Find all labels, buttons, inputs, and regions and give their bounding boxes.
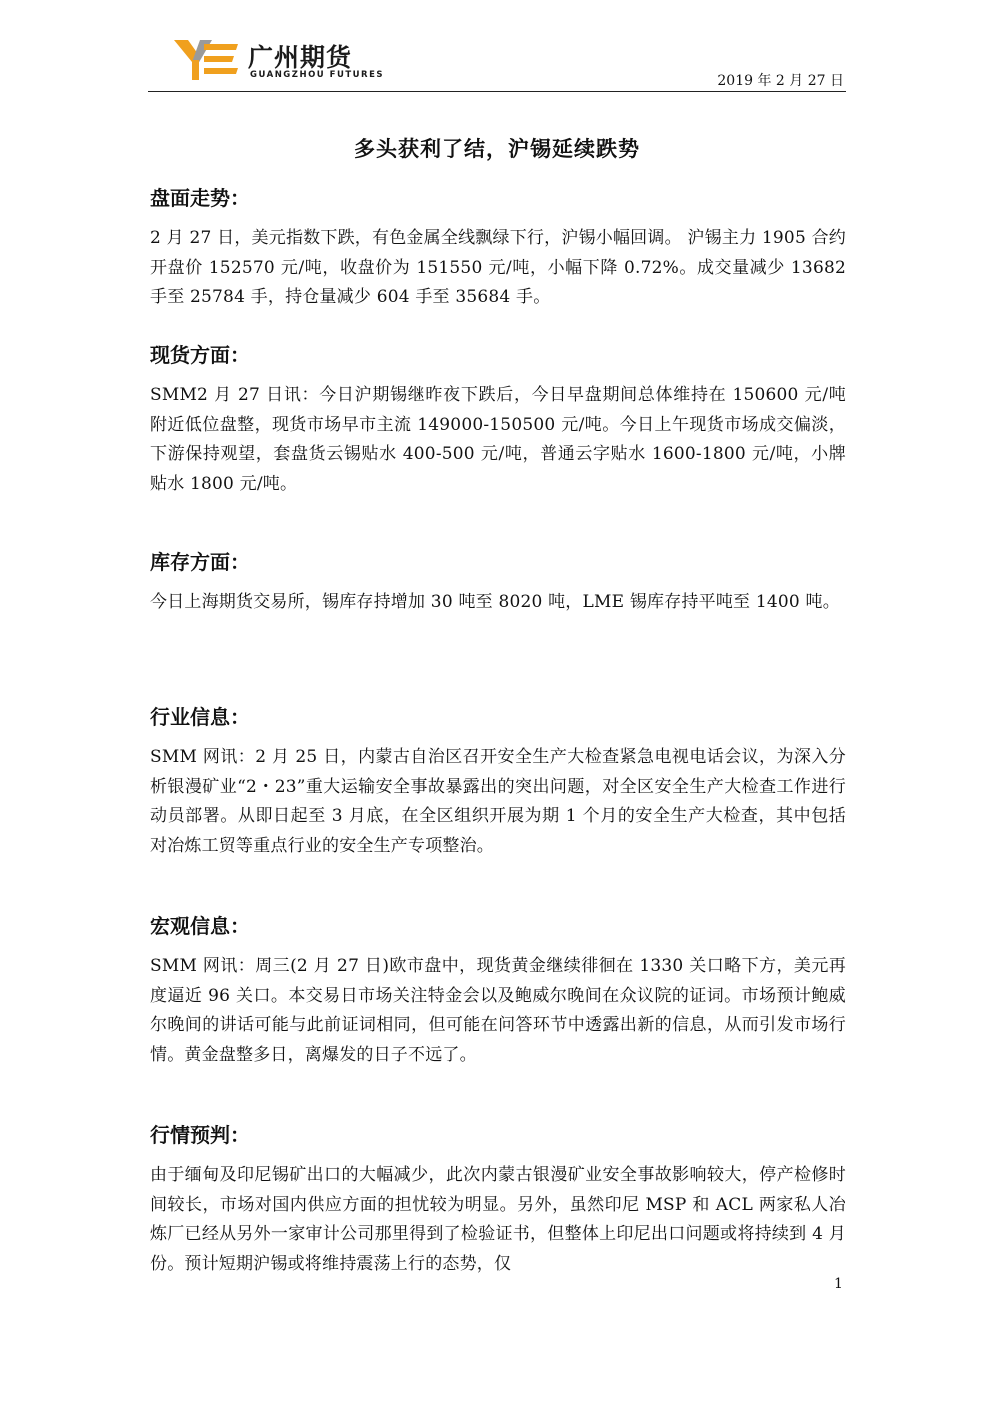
logo-english-name: GUANGZHOU FUTURES [250,70,385,80]
section-body: 2 月 27 日，美元指数下跌，有色金属全线飘绿下行，沪锡小幅回调。 沪锡主力 1905 合约开盘价 152570 元/吨，收盘价为 151550 元/吨，小幅下降 0.72%。成交量减少 13682 手至 25784 手，持仓量减少 604 手至 35684 手。 [150,228,846,307]
page-number: 1 [834,1276,843,1292]
section-inventory [150,548,846,618]
section-outlook [150,1121,846,1279]
report-title: 多头获利了结，沪锡延续跌势 [354,137,640,161]
section-spot [150,341,846,499]
logo-mark-icon [174,38,240,82]
section-heading: 行业信息： [150,705,250,729]
section-heading: 行情预判： [150,1123,250,1147]
section-heading: 库存方面： [150,550,250,574]
company-logo [174,38,385,84]
section-heading: 宏观信息： [150,914,250,938]
section-body: 由于缅甸及印尼锡矿出口的大幅减少，此次内蒙古银漫矿业安全事故影响较大，停产检修时间较长，市场对国内供应方面的担忧较为明显。另外，虽然印尼 MSP 和 ACL 两家私人冶炼厂已经从另外一家审计公司那里得到了检验证书，但整体上印尼出口问题或将持续到 4 月份。预计短期沪锡或将维持震荡上行的态势，仅 [150,1165,846,1274]
report-date: 2019 年 2 月 27 日 [717,73,844,89]
section-body: SMM2 月 27 日讯：今日沪期锡继昨夜下跌后，今日早盘期间总体维持在 150600 元/吨附近低位盘整，现货市场早市主流 149000-150500 元/吨。今日上午现货市场成交偏淡，下游保持观望，套盘货云锡贴水 400-500 元/吨，普通云字贴水 1600-1800 元/吨，小牌贴水 1800 元/吨。 [150,385,846,494]
section-body: 今日上海期货交易所，锡库存持增加 30 吨至 8020 吨，LME 锡库存持平吨至 1400 吨。 [150,592,840,612]
header-divider [148,91,846,92]
section-heading: 盘面走势： [150,186,250,210]
section-body: SMM 网讯：2 月 25 日，内蒙古自治区召开安全生产大检查紧急电视电话会议，为深入分析银漫矿业“2・23”重大运输安全事故暴露出的突出问题，对全区安全生产大检查工作进行动员部署。从即日起至 3 月底，在全区组织开展为期 1 个月的安全生产大检查，其中包括对冶炼工贸等重点行业的安全生产专项整治。 [150,747,846,856]
section-macro-news [150,912,846,1070]
section-heading: 现货方面： [150,343,250,367]
section-body: SMM 网讯：周三(2 月 27 日)欧市盘中，现货黄金继续徘徊在 1330 关口略下方，美元再度逼近 96 关口。本交易日市场关注特金会以及鲍威尔晚间在众议院的证词。市场预计鲍威尔晚间的讲话可能与此前证词相同，但可能在问答环节中透露出新的信息，从而引发市场行情。黄金盘整多日，离爆发的日子不远了。 [150,956,846,1065]
logo-chinese-name: 广州期货 [248,43,353,72]
section-market-trend [150,184,846,313]
page-header [148,34,846,96]
section-industry-news [150,703,846,861]
